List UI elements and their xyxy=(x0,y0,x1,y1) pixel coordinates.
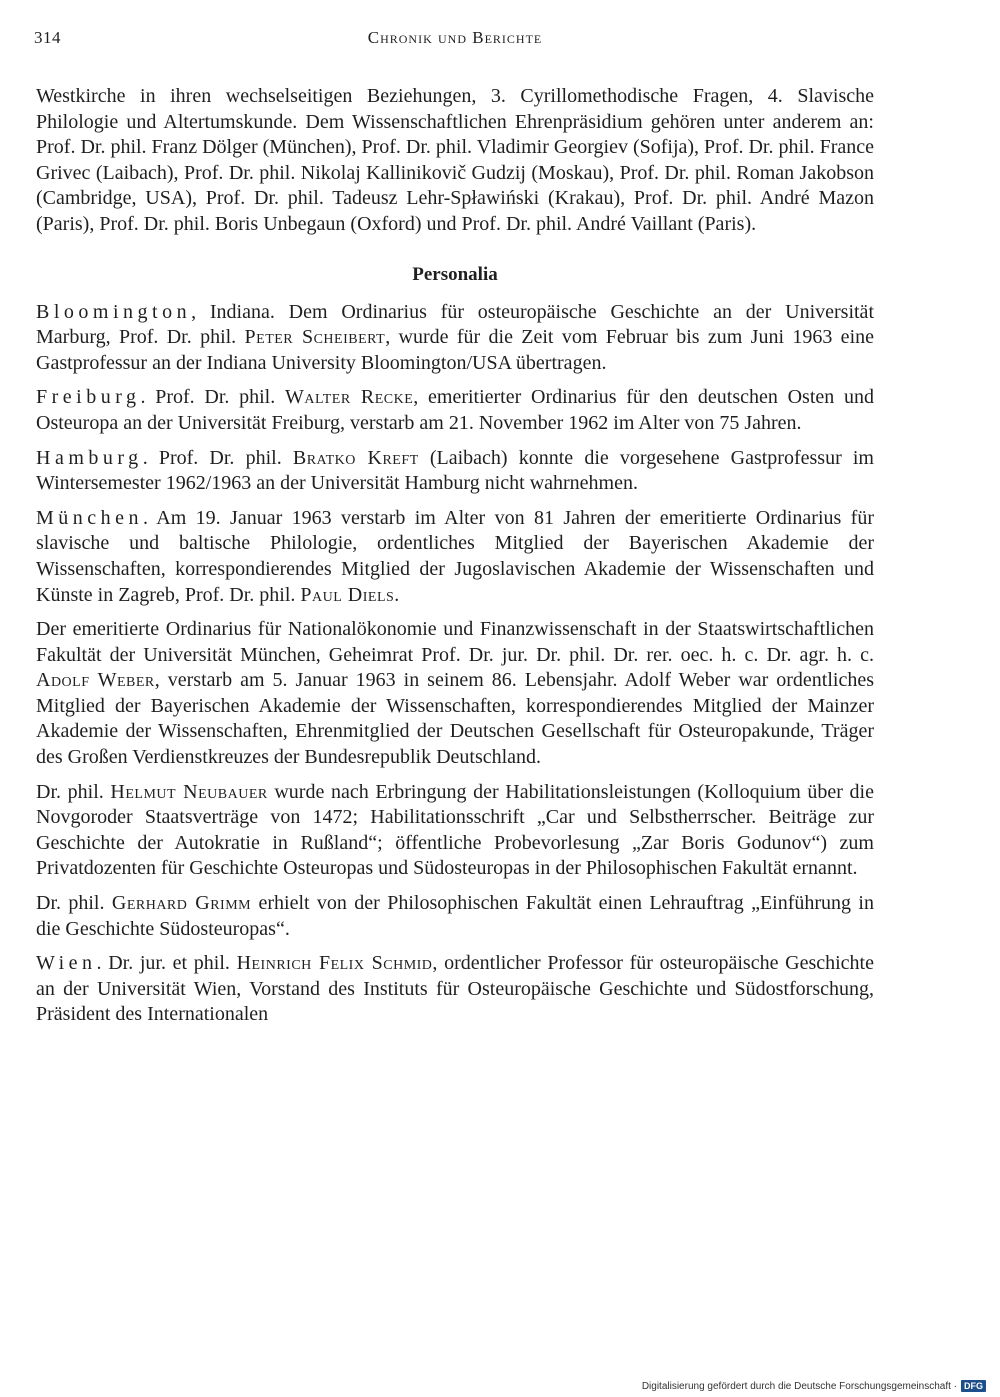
entry-text: (Laibach) konnte die vorgesehene Gastprofessur im Wintersemester 1962/1963 an der Universität Hamburg nicht wahrnehmen. xyxy=(36,446,874,495)
footer-credit: Digitalisierung gefördert durch die Deutsche Forschungsgemeinschaft · xyxy=(641,1380,957,1392)
entry-grimm xyxy=(36,891,874,942)
entry-text: wurde nach Erbringung der Habilitationsleistungen (Kolloquium über die Novgoroder Staatsverträge von 1472; Habilitationsschrift „Car und Selbstherrscher. Beiträge zur Geschichte der Autokratie in Rußland“; öffentliche Probevorlesung „Zar Boris Godunov“) zum Privatdozenten für Geschichte Osteuropas und Südosteuropas in der Philosophischen Fakultät ernannt. xyxy=(36,780,874,880)
entry-text: erhielt von der Philosophischen Fakultät einen Lehrauftrag „Einführung in die Geschichte Südosteuropas“. xyxy=(36,892,874,940)
entry-text: . Am 19. Januar 1963 verstarb im Alter von 81 Jahren der emeritierte Ordinarius für slavische und baltische Philologie, ordentliches Mitglied der Bayerischen Akademie der Wissenschaften, korrespondierendes Mitglied der Jugoslavischen Akademie der Wissenschaften und Künste in Zagreb, Prof. Dr. phil. xyxy=(36,506,874,606)
entry-text: , emeritierter Ordinarius für den deutschen Osten und Osteuropa an der Universität Freiburg, verstarb am 21. November 1962 im Alter von 75 Jahren. xyxy=(36,386,874,434)
entry-text: . Prof. Dr. phil. xyxy=(140,386,285,409)
entry-text: Dr. phil. xyxy=(36,780,111,803)
person-name: Bratko Kreft xyxy=(292,446,419,469)
entry-text: Der emeritierte Ordinarius für Nationalökonomie und Finanzwissenschaft in der Staatswirtschaftlichen Fakultät der Universität München, Geheimrat Prof. Dr. jur. Dr. phil. Dr. rer. oec. h. c. Dr. agr. h. c. xyxy=(36,618,874,666)
entry-neubauer xyxy=(36,780,874,882)
place-name: Wien xyxy=(36,952,97,975)
page xyxy=(36,28,874,1028)
entry-text: Dr. phil. xyxy=(36,892,112,915)
entry-text: . xyxy=(394,583,400,606)
entry-hamburg xyxy=(36,446,874,497)
entry-wien xyxy=(36,951,874,1028)
person-name: Peter Scheibert xyxy=(244,326,386,349)
dfg-logo-icon: DFG xyxy=(961,1380,986,1392)
person-name: Adolf Weber xyxy=(36,669,155,692)
page-number: 314 xyxy=(34,28,61,47)
entry-weber xyxy=(36,617,874,771)
person-name: Helmut Neubauer xyxy=(110,780,268,803)
entry-text: , Indiana. Dem Ordinarius für osteuropäische Geschichte an der Universität Marburg, Prof. Dr. phil. xyxy=(36,300,874,349)
person-name: Gerhard Grimm xyxy=(111,892,252,915)
place-name: Bloomington xyxy=(36,300,192,323)
entry-bloomington xyxy=(36,300,874,377)
place-name: München xyxy=(36,506,144,529)
person-name: Paul Diels xyxy=(300,583,395,606)
section-heading: Personalia xyxy=(412,263,498,285)
place-name: Freiburg xyxy=(36,386,141,409)
entry-text: , wurde für die Zeit vom Februar bis zum Juni 1963 eine Gastprofessur an der Indiana University Bloomington/USA übertragen. xyxy=(36,326,874,374)
person-name: Heinrich Felix Schmid xyxy=(236,952,433,975)
entry-muenchen xyxy=(36,506,874,608)
place-name: Hamburg xyxy=(36,446,143,469)
entry-text: , ordentlicher Professor für osteuropäische Geschichte an der Universität Wien, Vorstand des Instituts für Osteuropäische Geschichte und Südostforschung, Präsident des Internationalen xyxy=(36,952,874,1026)
digitization-footer xyxy=(642,1380,986,1392)
intro-paragraph: Westkirche in ihren wechselseitigen Beziehungen, 3. Cyrillomethodische Fragen, 4. Slavische Philologie und Altertumskunde. Dem Wissenschaftlichen Ehrenpräsidium gehören unter anderem an: Prof. Dr. phil. Franz Dölger (München), Prof. Dr. phil. Vladimir Georgiev (Sofija), Prof. Dr. phil. France Grivec (Laibach), Prof. Dr. phil. Nikolaj Kallinikovič Gudzij (Moskau), Prof. Dr. phil. Roman Jakobson (Cambridge, USA), Prof. Dr. phil. Tadeusz Lehr-Spławiński (Krakau), Prof. Dr. phil. André Mazon (Paris), Prof. Dr. phil. Boris Unbegaun (Oxford) und Prof. Dr. phil. André Vaillant (Paris). xyxy=(36,85,875,235)
entry-text: . Prof. Dr. phil. xyxy=(142,446,293,469)
running-title: Chronik und Berichte xyxy=(367,28,543,47)
entry-freiburg xyxy=(36,385,874,436)
running-head xyxy=(36,28,874,58)
entry-text: . Dr. jur. et phil. xyxy=(96,952,237,975)
entry-text: , verstarb am 5. Januar 1963 in seinem 86. Lebensjahr. Adolf Weber war ordentliches Mitglied der Bayerischen Akademie der Wissenschaften, korrespondierendes Mitglied der Mainzer Akademie der Wissenschaften, Ehrenmitglied der Deutschen Gesellschaft für Osteuropakunde, Träger des Großen Verdienstkreuzes der Bundesrepublik Deutschland. xyxy=(36,669,875,769)
person-name: Walter Recke xyxy=(284,386,414,409)
